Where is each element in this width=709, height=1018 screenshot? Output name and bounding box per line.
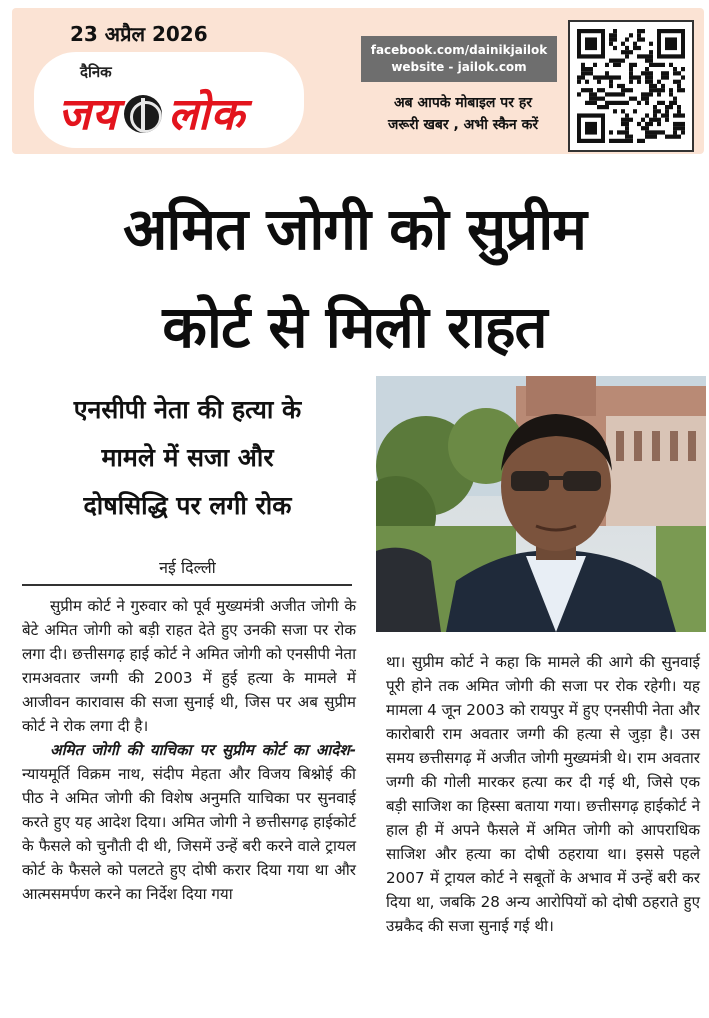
logo-word-lok: लोक [168, 89, 246, 140]
globe-icon [124, 95, 162, 133]
social-links-box [361, 36, 557, 82]
news-photo [376, 376, 706, 632]
newspaper-logo [34, 52, 304, 148]
scan-prompt-line2: जरूरी खबर , अभी स्कैन करें [387, 117, 539, 133]
article-paragraph-1: सुप्रीम कोर्ट ने गुरुवार को पूर्व मुख्यमंत्री अजीत जोगी के बेटे अमित जोगी को बड़ी राहत देते हुए उनकी सजा पर रोक लगा दी। छत्तीसगढ़ हाई कोर्ट ने अमित जोगी को एनसीपी नेता रामअवतार जग्गी की 2003 में हुई हत्या के मामले में आजीवन कारावास की सजा सुनाई थी, जिस पर अब सुप्रीम कोर्ट ने रोक लगा दी है। [22, 597, 356, 735]
article-column-right [386, 650, 700, 938]
article-subtitle: अमित जोगी की याचिका पर सुप्रीम कोर्ट का आदेश- [50, 741, 356, 759]
article-paragraph-3: था। सुप्रीम कोर्ट ने कहा कि मामले की आगे की सुनवाई पूरी होने तक अमित जोगी की सजा पर रोक रहेगी। यह मामला 4 जून 2003 को रायपुर में हुए एनसीपी नेता और कारोबारी राम अवतार जग्गी की हत्या से जुड़ा है। उस समय छत्तीसगढ़ में अजीत जोगी मुख्यमंत्री थे। राम अवतार जग्गी की गोली मारकर हत्या कर दी गई थी, जिसे एक बड़ी साजिश का हिस्सा बताया गया। छत्तीसगढ़ हाईकोर्ट ने हाल ही में अपने फैसले में अमित जोगी को आपराधिक साजिश और हत्या का दोषी ठहराया था। इससे पहले 2007 में ट्रायल कोर्ट ने सबूतों के अभाव में उन्हें बरी कर दिया था, जबकि 28 अन्य आरोपियों को दोषी ठहराते हुए उम्रकैद की सजा सुनाई गई थी। [386, 653, 700, 935]
dateline: नई दिल्ली [159, 558, 216, 577]
issue-date: 23 अप्रैल 2026 [70, 22, 208, 46]
subheadline [10, 386, 365, 530]
headline [0, 180, 709, 376]
article-paragraph-2-text: न्यायमूर्ति विक्रम नाथ, संदीप मेहता और विजय बिश्नोई की पीठ ने अमित जोगी की विशेष अनुमति याचिका पर सुनवाई करते हुए यह आदेश दिया। अमित जोगी ने छत्तीसगढ़ हाईकोर्ट के फैसले को चुनौती दी थी, जिसमें उन्हें बरी करने वाले ट्रायल कोर्ट के फैसले को पलटते हुए दोषी करार दिया गया था और आत्मसमर्पण करने का निर्देश दिया गया [22, 765, 356, 903]
photo-illustration [376, 376, 706, 632]
facebook-link[interactable]: facebook.com/dainikjailok [370, 43, 548, 57]
logo-tagline: दैनिक [80, 63, 112, 81]
masthead [12, 8, 704, 154]
subheadline-line2: मामले में सजा और [101, 443, 274, 472]
article-paragraph-2 [22, 738, 356, 906]
scan-prompt-line1: अब आपके मोबाइल पर हर [393, 95, 533, 111]
qr-code-icon [577, 29, 685, 143]
website-link[interactable]: website - jailok.com [391, 60, 527, 74]
headline-line1: अमित जोगी को सुप्रीम [123, 195, 586, 263]
logo-wordmark [58, 82, 245, 142]
qr-code[interactable] [568, 20, 694, 152]
article-column-left [22, 594, 356, 906]
headline-line2: कोर्ट से मिली राहत [162, 293, 547, 361]
logo-word-jay: जय [58, 89, 119, 140]
divider [22, 584, 352, 586]
subheadline-line1: एनसीपी नेता की हत्या के [73, 395, 302, 424]
subheadline-line3: दोषसिद्धि पर लगी रोक [83, 491, 292, 520]
scan-prompt [358, 92, 568, 136]
